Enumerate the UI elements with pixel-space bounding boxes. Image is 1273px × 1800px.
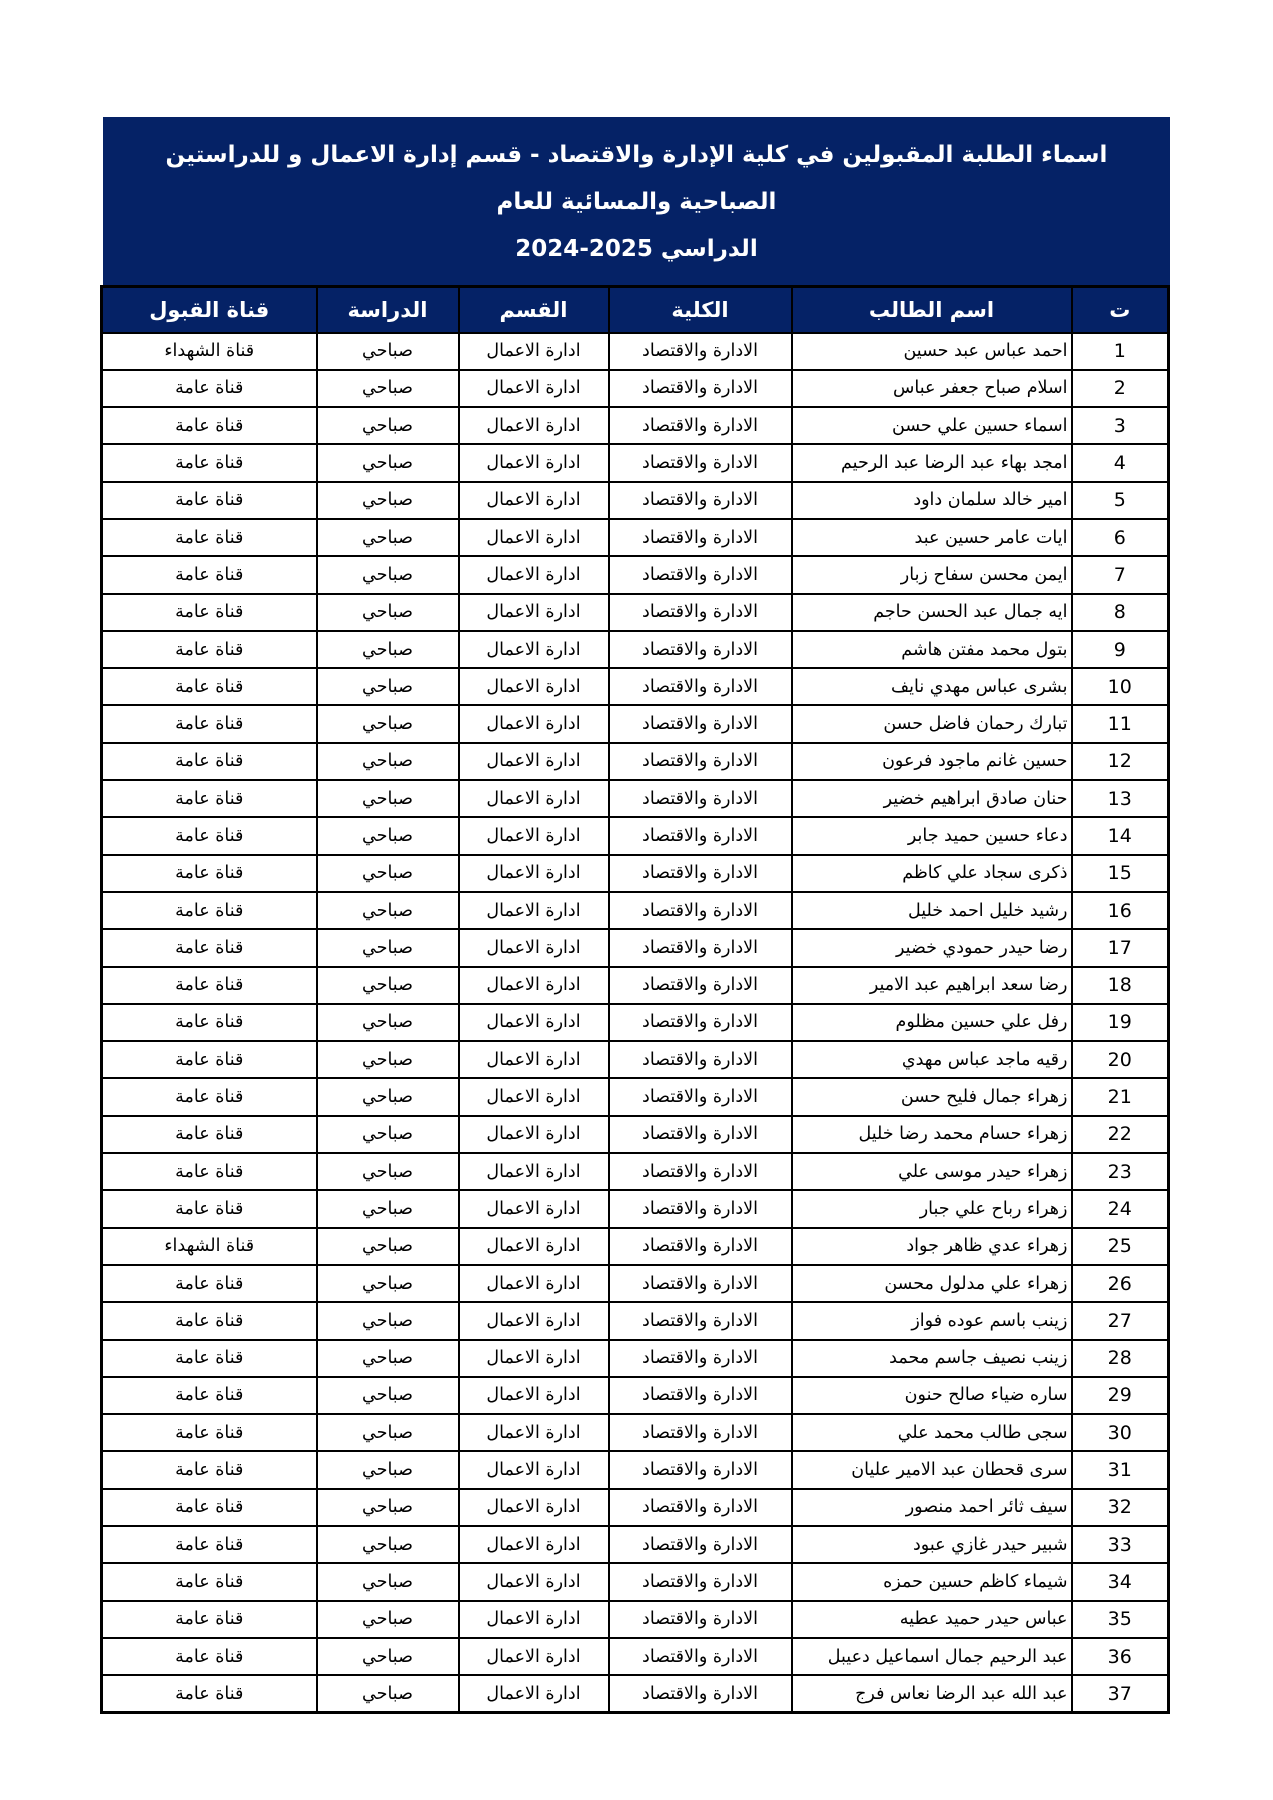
study-cell: صباحي — [317, 1116, 459, 1153]
student-name: شبير حيدر غازي عبود — [792, 1526, 1072, 1563]
study-cell: صباحي — [317, 1190, 459, 1227]
department-cell: ادارة الاعمال — [459, 1489, 609, 1526]
study-cell: صباحي — [317, 1004, 459, 1041]
table-row — [102, 780, 1169, 817]
student-name: ذكرى سجاد علي كاظم — [792, 855, 1072, 892]
row-number: 29 — [1072, 1377, 1169, 1414]
college-cell: الادارة والاقتصاد — [609, 594, 792, 631]
table-row — [102, 1675, 1169, 1712]
admission-channel-cell: قناة عامة — [102, 407, 317, 444]
department-cell: ادارة الاعمال — [459, 407, 609, 444]
admission-channel-cell: قناة عامة — [102, 631, 317, 668]
row-number: 5 — [1072, 482, 1169, 519]
student-name: بتول محمد مفتن هاشم — [792, 631, 1072, 668]
student-name: زهراء علي مدلول محسن — [792, 1265, 1072, 1302]
admission-channel-cell: قناة عامة — [102, 1041, 317, 1078]
college-cell: الادارة والاقتصاد — [609, 556, 792, 593]
header-study: الدراسة — [317, 287, 459, 333]
row-number: 15 — [1072, 855, 1169, 892]
admission-channel-cell: قناة عامة — [102, 855, 317, 892]
document-title — [103, 117, 1170, 285]
college-cell: الادارة والاقتصاد — [609, 1004, 792, 1041]
college-cell: الادارة والاقتصاد — [609, 1414, 792, 1451]
row-number: 3 — [1072, 407, 1169, 444]
study-cell: صباحي — [317, 1414, 459, 1451]
study-cell: صباحي — [317, 594, 459, 631]
department-cell: ادارة الاعمال — [459, 743, 609, 780]
student-name: ايات عامر حسين عبد — [792, 519, 1072, 556]
admission-channel-cell: قناة عامة — [102, 1675, 317, 1712]
college-cell: الادارة والاقتصاد — [609, 1563, 792, 1600]
study-cell: صباحي — [317, 1153, 459, 1190]
table-row — [102, 892, 1169, 929]
department-cell: ادارة الاعمال — [459, 1451, 609, 1488]
row-number: 14 — [1072, 817, 1169, 854]
department-cell: ادارة الاعمال — [459, 892, 609, 929]
table-row — [102, 929, 1169, 966]
student-name: امجد بهاء عبد الرضا عبد الرحيم — [792, 444, 1072, 481]
table-header-row — [102, 287, 1169, 333]
student-name: زهراء حسام محمد رضا خليل — [792, 1116, 1072, 1153]
student-name: سجى طالب محمد علي — [792, 1414, 1072, 1451]
college-cell: الادارة والاقتصاد — [609, 1451, 792, 1488]
table-row — [102, 1302, 1169, 1339]
row-number: 24 — [1072, 1190, 1169, 1227]
study-cell: صباحي — [317, 333, 459, 370]
student-name: زينب باسم عوده فواز — [792, 1302, 1072, 1339]
admission-channel-cell: قناة عامة — [102, 1340, 317, 1377]
college-cell: الادارة والاقتصاد — [609, 1041, 792, 1078]
row-number: 22 — [1072, 1116, 1169, 1153]
admission-channel-cell: قناة عامة — [102, 444, 317, 481]
admission-channel-cell: قناة عامة — [102, 1190, 317, 1227]
admission-channel-cell: قناة عامة — [102, 705, 317, 742]
table-row — [102, 1340, 1169, 1377]
department-cell: ادارة الاعمال — [459, 333, 609, 370]
college-cell: الادارة والاقتصاد — [609, 892, 792, 929]
college-cell: الادارة والاقتصاد — [609, 668, 792, 705]
department-cell: ادارة الاعمال — [459, 1265, 609, 1302]
title-line-1: اسماء الطلبة المقبولين في كلية الإدارة والاقتصاد - قسم إدارة الاعمال و للدراستين الصباحية والمسائية للعام — [165, 142, 1108, 215]
row-number: 36 — [1072, 1638, 1169, 1675]
department-cell: ادارة الاعمال — [459, 1563, 609, 1600]
admission-channel-cell: قناة عامة — [102, 1489, 317, 1526]
college-cell: الادارة والاقتصاد — [609, 817, 792, 854]
admission-channel-cell: قناة الشهداء — [102, 1228, 317, 1265]
study-cell: صباحي — [317, 1601, 459, 1638]
study-cell: صباحي — [317, 1265, 459, 1302]
college-cell: الادارة والاقتصاد — [609, 519, 792, 556]
table-row — [102, 1489, 1169, 1526]
college-cell: الادارة والاقتصاد — [609, 370, 792, 407]
admission-channel-cell: قناة عامة — [102, 1265, 317, 1302]
study-cell: صباحي — [317, 743, 459, 780]
college-cell: الادارة والاقتصاد — [609, 407, 792, 444]
table-row — [102, 594, 1169, 631]
admission-channel-cell: قناة عامة — [102, 892, 317, 929]
department-cell: ادارة الاعمال — [459, 780, 609, 817]
row-number: 37 — [1072, 1675, 1169, 1712]
department-cell: ادارة الاعمال — [459, 1377, 609, 1414]
study-cell: صباحي — [317, 1675, 459, 1712]
department-cell: ادارة الاعمال — [459, 1041, 609, 1078]
row-number: 30 — [1072, 1414, 1169, 1451]
row-number: 34 — [1072, 1563, 1169, 1600]
department-cell: ادارة الاعمال — [459, 1601, 609, 1638]
study-cell: صباحي — [317, 855, 459, 892]
college-cell: الادارة والاقتصاد — [609, 333, 792, 370]
row-number: 10 — [1072, 668, 1169, 705]
admission-channel-cell: قناة عامة — [102, 1302, 317, 1339]
department-cell: ادارة الاعمال — [459, 1675, 609, 1712]
admission-channel-cell: قناة عامة — [102, 1078, 317, 1115]
table-body — [102, 333, 1169, 1713]
department-cell: ادارة الاعمال — [459, 1302, 609, 1339]
department-cell: ادارة الاعمال — [459, 1078, 609, 1115]
admission-channel-cell: قناة عامة — [102, 817, 317, 854]
college-cell: الادارة والاقتصاد — [609, 780, 792, 817]
student-name: ايه جمال عبد الحسن حاجم — [792, 594, 1072, 631]
admission-channel-cell: قناة عامة — [102, 967, 317, 1004]
table-row — [102, 1601, 1169, 1638]
table-row — [102, 1228, 1169, 1265]
table-row — [102, 1116, 1169, 1153]
study-cell: صباحي — [317, 407, 459, 444]
study-cell: صباحي — [317, 519, 459, 556]
college-cell: الادارة والاقتصاد — [609, 1601, 792, 1638]
study-cell: صباحي — [317, 482, 459, 519]
table-row — [102, 967, 1169, 1004]
department-cell: ادارة الاعمال — [459, 1638, 609, 1675]
college-cell: الادارة والاقتصاد — [609, 1265, 792, 1302]
admission-channel-cell: قناة عامة — [102, 594, 317, 631]
row-number: 1 — [1072, 333, 1169, 370]
student-name: عباس حيدر حميد عطيه — [792, 1601, 1072, 1638]
admission-channel-cell: قناة عامة — [102, 1526, 317, 1563]
college-cell: الادارة والاقتصاد — [609, 1153, 792, 1190]
study-cell: صباحي — [317, 631, 459, 668]
table-row — [102, 407, 1169, 444]
row-number: 6 — [1072, 519, 1169, 556]
college-cell: الادارة والاقتصاد — [609, 1489, 792, 1526]
row-number: 28 — [1072, 1340, 1169, 1377]
admission-channel-cell: قناة الشهداء — [102, 333, 317, 370]
student-name: عبد الله عبد الرضا نعاس فرج — [792, 1675, 1072, 1712]
study-cell: صباحي — [317, 1302, 459, 1339]
department-cell: ادارة الاعمال — [459, 967, 609, 1004]
student-name: رضا حيدر حمودي خضير — [792, 929, 1072, 966]
table-row — [102, 1153, 1169, 1190]
admission-channel-cell: قناة عامة — [102, 668, 317, 705]
study-cell: صباحي — [317, 705, 459, 742]
study-cell: صباحي — [317, 444, 459, 481]
study-cell: صباحي — [317, 1451, 459, 1488]
student-name: احمد عباس عبد حسين — [792, 333, 1072, 370]
college-cell: الادارة والاقتصاد — [609, 1078, 792, 1115]
row-number: 9 — [1072, 631, 1169, 668]
student-name: زينب نصيف جاسم محمد — [792, 1340, 1072, 1377]
study-cell: صباحي — [317, 892, 459, 929]
department-cell: ادارة الاعمال — [459, 594, 609, 631]
row-number: 33 — [1072, 1526, 1169, 1563]
department-cell: ادارة الاعمال — [459, 631, 609, 668]
admission-channel-cell: قناة عامة — [102, 1563, 317, 1600]
admission-channel-cell: قناة عامة — [102, 1377, 317, 1414]
college-cell: الادارة والاقتصاد — [609, 631, 792, 668]
document-content — [103, 117, 1170, 1714]
table-row — [102, 333, 1169, 370]
admission-channel-cell: قناة عامة — [102, 743, 317, 780]
table-row — [102, 519, 1169, 556]
department-cell: ادارة الاعمال — [459, 929, 609, 966]
college-cell: الادارة والاقتصاد — [609, 1638, 792, 1675]
student-name: ساره ضياء صالح حنون — [792, 1377, 1072, 1414]
table-header — [102, 287, 1169, 333]
department-cell: ادارة الاعمال — [459, 817, 609, 854]
study-cell: صباحي — [317, 1377, 459, 1414]
student-name: رقيه ماجد عباس مهدي — [792, 1041, 1072, 1078]
table-row — [102, 1004, 1169, 1041]
department-cell: ادارة الاعمال — [459, 668, 609, 705]
row-number: 20 — [1072, 1041, 1169, 1078]
students-table — [100, 285, 1170, 1714]
college-cell: الادارة والاقتصاد — [609, 929, 792, 966]
student-name: شيماء كاظم حسين حمزه — [792, 1563, 1072, 1600]
student-name: ايمن محسن سفاح زبار — [792, 556, 1072, 593]
department-cell: ادارة الاعمال — [459, 1116, 609, 1153]
row-number: 11 — [1072, 705, 1169, 742]
college-cell: الادارة والاقتصاد — [609, 705, 792, 742]
row-number: 23 — [1072, 1153, 1169, 1190]
study-cell: صباحي — [317, 1041, 459, 1078]
student-name: بشرى عباس مهدي نايف — [792, 668, 1072, 705]
college-cell: الادارة والاقتصاد — [609, 855, 792, 892]
student-name: تبارك رحمان فاضل حسن — [792, 705, 1072, 742]
header-department: القسم — [459, 287, 609, 333]
admission-channel-cell: قناة عامة — [102, 1601, 317, 1638]
college-cell: الادارة والاقتصاد — [609, 1377, 792, 1414]
student-name: امير خالد سلمان داود — [792, 482, 1072, 519]
table-row — [102, 444, 1169, 481]
student-name: رشيد خليل احمد خليل — [792, 892, 1072, 929]
row-number: 2 — [1072, 370, 1169, 407]
row-number: 16 — [1072, 892, 1169, 929]
row-number: 4 — [1072, 444, 1169, 481]
department-cell: ادارة الاعمال — [459, 370, 609, 407]
student-name: حسين غانم ماجود فرعون — [792, 743, 1072, 780]
student-name: حنان صادق ابراهيم خضير — [792, 780, 1072, 817]
study-cell: صباحي — [317, 929, 459, 966]
admission-channel-cell: قناة عامة — [102, 1638, 317, 1675]
table-row — [102, 1563, 1169, 1600]
department-cell: ادارة الاعمال — [459, 519, 609, 556]
department-cell: ادارة الاعمال — [459, 1414, 609, 1451]
study-cell: صباحي — [317, 817, 459, 854]
department-cell: ادارة الاعمال — [459, 556, 609, 593]
row-number: 12 — [1072, 743, 1169, 780]
department-cell: ادارة الاعمال — [459, 705, 609, 742]
college-cell: الادارة والاقتصاد — [609, 444, 792, 481]
table-row — [102, 855, 1169, 892]
student-name: سيف ثائر احمد منصور — [792, 1489, 1072, 1526]
row-number: 18 — [1072, 967, 1169, 1004]
student-name: عبد الرحيم جمال اسماعيل دعيبل — [792, 1638, 1072, 1675]
table-row — [102, 705, 1169, 742]
student-name: زهراء جمال فليح حسن — [792, 1078, 1072, 1115]
header-student-name: اسم الطالب — [792, 287, 1072, 333]
header-admission-channel: قناة القبول — [102, 287, 317, 333]
college-cell: الادارة والاقتصاد — [609, 1340, 792, 1377]
college-cell: الادارة والاقتصاد — [609, 1190, 792, 1227]
admission-channel-cell: قناة عامة — [102, 1451, 317, 1488]
department-cell: ادارة الاعمال — [459, 1228, 609, 1265]
header-college: الكلية — [609, 287, 792, 333]
student-name: سرى قحطان عبد الامير عليان — [792, 1451, 1072, 1488]
college-cell: الادارة والاقتصاد — [609, 1675, 792, 1712]
row-number: 19 — [1072, 1004, 1169, 1041]
student-name: زهراء عدي ظاهر جواد — [792, 1228, 1072, 1265]
title-line-2: الدراسي 2025-2024 — [515, 236, 758, 262]
row-number: 8 — [1072, 594, 1169, 631]
student-name: رضا سعد ابراهيم عبد الامير — [792, 967, 1072, 1004]
department-cell: ادارة الاعمال — [459, 1153, 609, 1190]
study-cell: صباحي — [317, 1638, 459, 1675]
study-cell: صباحي — [317, 370, 459, 407]
admission-channel-cell: قناة عامة — [102, 1004, 317, 1041]
admission-channel-cell: قناة عامة — [102, 519, 317, 556]
college-cell: الادارة والاقتصاد — [609, 1228, 792, 1265]
student-name: زهراء رباح علي جبار — [792, 1190, 1072, 1227]
table-row — [102, 1451, 1169, 1488]
college-cell: الادارة والاقتصاد — [609, 1526, 792, 1563]
admission-channel-cell: قناة عامة — [102, 780, 317, 817]
admission-channel-cell: قناة عامة — [102, 482, 317, 519]
study-cell: صباحي — [317, 668, 459, 705]
department-cell: ادارة الاعمال — [459, 482, 609, 519]
study-cell: صباحي — [317, 967, 459, 1004]
study-cell: صباحي — [317, 1489, 459, 1526]
table-row — [102, 1377, 1169, 1414]
header-no: ت — [1072, 287, 1169, 333]
study-cell: صباحي — [317, 1228, 459, 1265]
table-row — [102, 668, 1169, 705]
table-row — [102, 1526, 1169, 1563]
admission-channel-cell: قناة عامة — [102, 1116, 317, 1153]
study-cell: صباحي — [317, 1563, 459, 1600]
admission-channel-cell: قناة عامة — [102, 929, 317, 966]
table-row — [102, 1638, 1169, 1675]
department-cell: ادارة الاعمال — [459, 444, 609, 481]
college-cell: الادارة والاقتصاد — [609, 743, 792, 780]
department-cell: ادارة الاعمال — [459, 855, 609, 892]
student-name: دعاء حسين حميد جابر — [792, 817, 1072, 854]
study-cell: صباحي — [317, 556, 459, 593]
row-number: 32 — [1072, 1489, 1169, 1526]
table-row — [102, 1414, 1169, 1451]
admission-channel-cell: قناة عامة — [102, 556, 317, 593]
table-row — [102, 1078, 1169, 1115]
table-row — [102, 1265, 1169, 1302]
department-cell: ادارة الاعمال — [459, 1004, 609, 1041]
row-number: 31 — [1072, 1451, 1169, 1488]
row-number: 27 — [1072, 1302, 1169, 1339]
student-name: زهراء حيدر موسى علي — [792, 1153, 1072, 1190]
table-row — [102, 631, 1169, 668]
row-number: 26 — [1072, 1265, 1169, 1302]
college-cell: الادارة والاقتصاد — [609, 1116, 792, 1153]
student-name: اسماء حسين علي حسن — [792, 407, 1072, 444]
admission-channel-cell: قناة عامة — [102, 1414, 317, 1451]
study-cell: صباحي — [317, 1078, 459, 1115]
row-number: 7 — [1072, 556, 1169, 593]
table-row — [102, 482, 1169, 519]
study-cell: صباحي — [317, 780, 459, 817]
department-cell: ادارة الاعمال — [459, 1340, 609, 1377]
row-number: 21 — [1072, 1078, 1169, 1115]
college-cell: الادارة والاقتصاد — [609, 482, 792, 519]
table-row — [102, 556, 1169, 593]
student-name: اسلام صباح جعفر عباس — [792, 370, 1072, 407]
student-name: رفل علي حسين مظلوم — [792, 1004, 1072, 1041]
row-number: 17 — [1072, 929, 1169, 966]
table-row — [102, 1041, 1169, 1078]
admission-channel-cell: قناة عامة — [102, 1153, 317, 1190]
table-row — [102, 1190, 1169, 1227]
college-cell: الادارة والاقتصاد — [609, 1302, 792, 1339]
table-row — [102, 817, 1169, 854]
admission-channel-cell: قناة عامة — [102, 370, 317, 407]
row-number: 13 — [1072, 780, 1169, 817]
study-cell: صباحي — [317, 1340, 459, 1377]
row-number: 35 — [1072, 1601, 1169, 1638]
study-cell: صباحي — [317, 1526, 459, 1563]
college-cell: الادارة والاقتصاد — [609, 967, 792, 1004]
table-row — [102, 370, 1169, 407]
department-cell: ادارة الاعمال — [459, 1190, 609, 1227]
table-row — [102, 743, 1169, 780]
row-number: 25 — [1072, 1228, 1169, 1265]
department-cell: ادارة الاعمال — [459, 1526, 609, 1563]
